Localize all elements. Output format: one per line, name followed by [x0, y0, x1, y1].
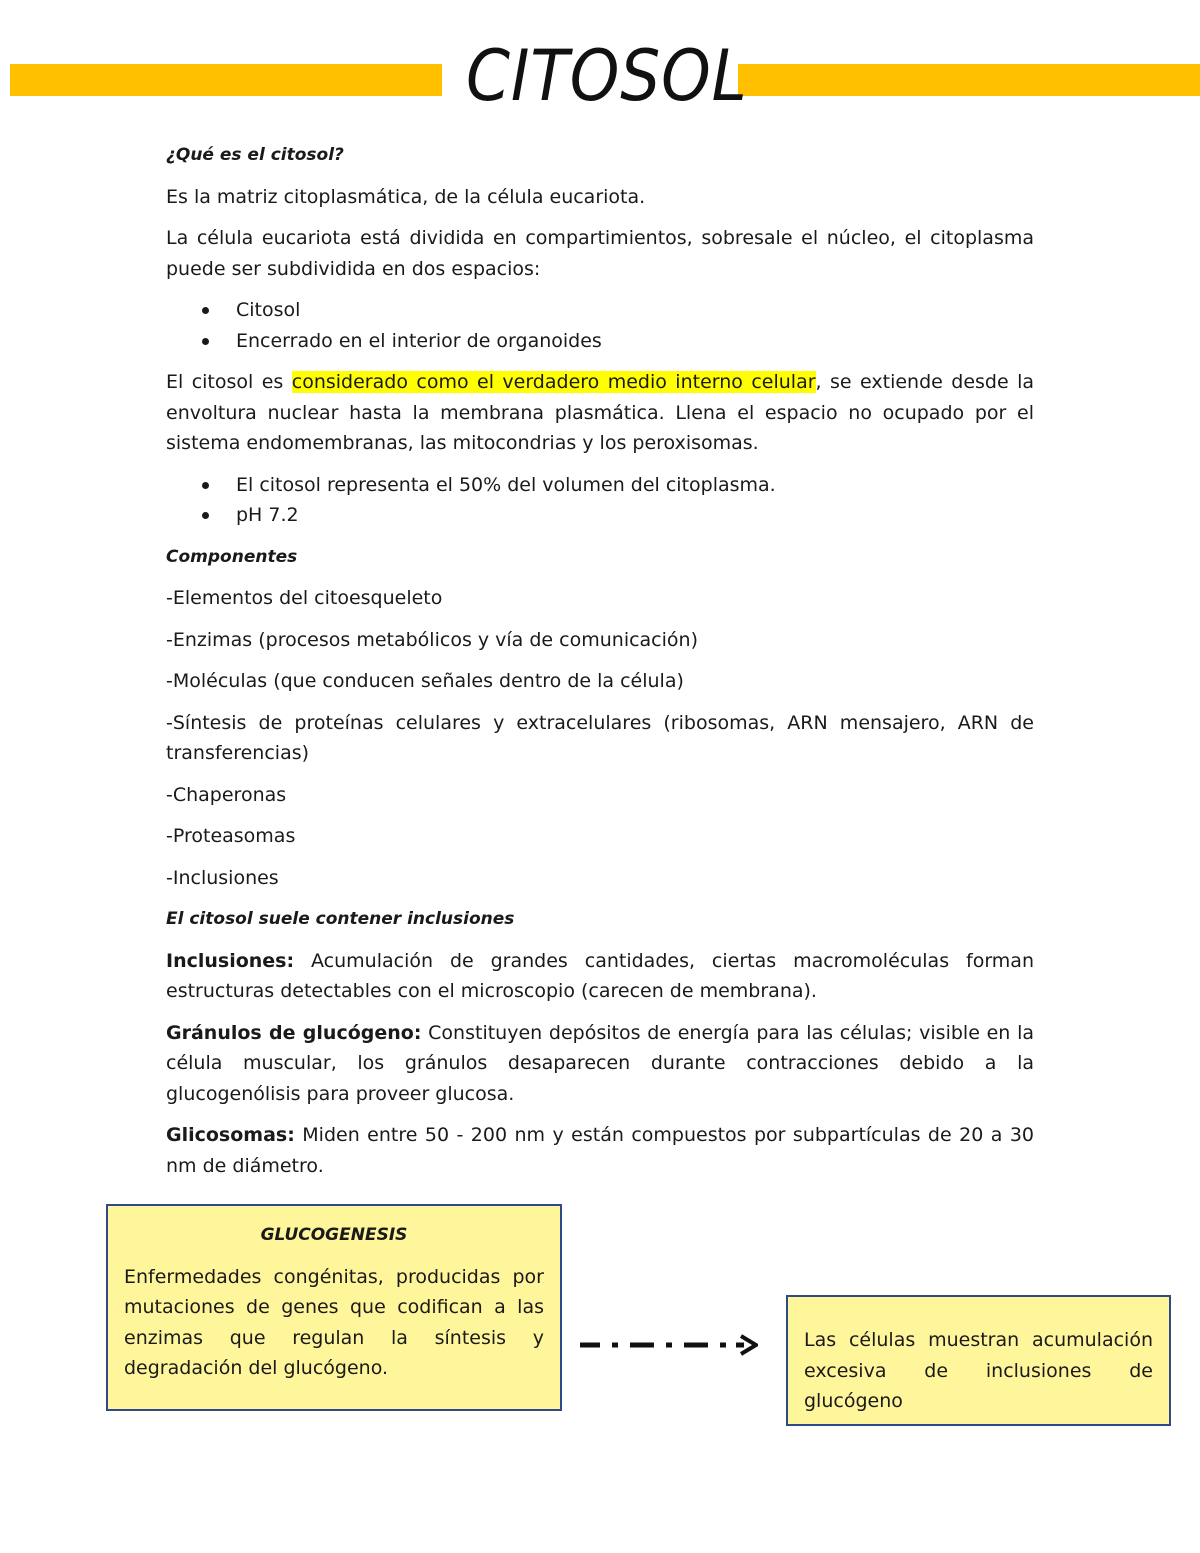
definition-term: Gránulos de glucógeno:	[166, 1021, 422, 1044]
definition-glycosomes	[166, 1120, 1034, 1181]
component-item: -Inclusiones	[166, 866, 279, 889]
page-title: CITOSOL	[466, 35, 748, 117]
highlighted-text: considerado como el verdadero medio interno celular	[291, 371, 816, 393]
component-item: -Moléculas (que conducen señales dentro de la célula)	[166, 670, 684, 692]
definition-inclusions	[166, 946, 1034, 1007]
document-body	[166, 140, 1034, 1192]
component-item: -Proteasomas	[166, 825, 296, 847]
box-text: Enfermedades congénitas, producidas por mutaciones de genes que codifican a las enzimas que regulan la síntesis y degradación del glucógeno.	[124, 1265, 544, 1379]
definition-text: Acumulación de grandes cantidades, ciertas macromoléculas forman estructuras detectables con el microscopio (carecen de membrana).	[166, 949, 1034, 1002]
list-item: Encerrado en el interior de organoides	[166, 326, 1034, 357]
definition-glycogen-granules	[166, 1018, 1034, 1110]
list-item: pH 7.2	[166, 500, 1034, 531]
paragraph-compartments: La célula eucariota está dividida en compartimientos, sobresale el núcleo, el citoplasma puede ser subdividida en dos espacios:	[166, 227, 1034, 280]
paragraph-definition: Es la matriz citoplasmática, de la célula eucariota.	[166, 185, 646, 208]
definition-text: Miden entre 50 - 200 nm y están compuestos por subpartículas de 20 a 30 nm de diámetro.	[166, 1124, 1034, 1177]
paragraph-internal-medium	[166, 367, 1034, 459]
question-heading: ¿Qué es el citosol?	[166, 145, 344, 165]
text-run: El citosol es	[166, 371, 292, 393]
definition-text: Constituyen depósitos de energía para las células; visible en la célula muscular, los gránulos desaparecen durante contracciones debido a la glucogenólisis para proveer glucosa.	[166, 1021, 1034, 1105]
box-text: Las células muestran acumulación excesiva de inclusiones de glucógeno	[804, 1329, 1153, 1412]
dash-dot-arrow-icon	[578, 1332, 758, 1358]
glucogenesis-box	[106, 1204, 562, 1411]
spaces-list	[166, 295, 1034, 356]
title-bar-right	[738, 64, 1200, 96]
component-item: -Síntesis de proteínas celulares y extracelulares (ribosomas, ARN mensajero, ARN de transferencias)	[166, 711, 1034, 764]
facts-list	[166, 470, 1034, 531]
component-item: -Elementos del citoesqueleto	[166, 587, 443, 609]
text-run: , se extiende desde la envoltura nuclear hasta la membrana plasmática. Llena el espacio no ocupado por el sistema endomembranas, las mitocondrias y los peroxisomas.	[166, 371, 1035, 454]
list-item: Citosol	[166, 295, 1034, 326]
component-item: -Chaperonas	[166, 783, 287, 806]
title-bar-left	[10, 64, 442, 96]
component-item: -Enzimas (procesos metabólicos y vía de comunicación)	[166, 628, 698, 651]
list-item: El citosol representa el 50% del volumen del citoplasma.	[166, 470, 1034, 501]
definition-term: Glicosomas:	[166, 1124, 295, 1146]
box-title: GLUCOGENESIS	[260, 1225, 408, 1245]
definition-term: Inclusiones:	[166, 949, 295, 972]
inclusions-heading: El citosol suele contener inclusiones	[166, 909, 515, 929]
components-heading: Componentes	[166, 546, 298, 567]
result-box	[786, 1295, 1171, 1426]
